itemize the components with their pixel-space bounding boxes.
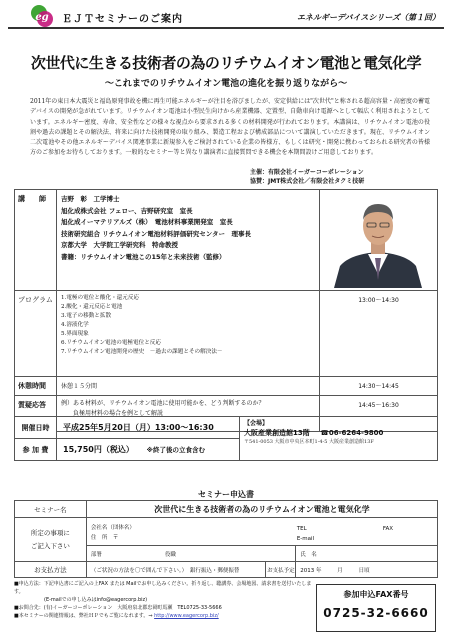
break-row [15, 377, 438, 396]
lecturer-line: 書籍：リチウムイオン電池この15年と未来技術（監修） [61, 252, 226, 261]
date-label: 開催日時 [15, 417, 57, 439]
lecturer-line: 技術研究組合 リチウムイオン電池材料評価研究センター 理事長 [61, 229, 251, 238]
lecturer-name: 吉野 彰 工学博士 [61, 195, 120, 203]
qa-time: 14:45～16:30 [320, 396, 438, 432]
name-field[interactable] [296, 546, 438, 562]
program-table [14, 189, 438, 432]
program-item: 5.界面現象 [61, 331, 89, 337]
lecturer-row [15, 190, 438, 291]
fee-value: 15,750円（税込） [63, 445, 134, 454]
fee-note: ※終了後の立食含む [146, 446, 205, 454]
program-time: 13:00～14:30 [320, 291, 438, 377]
company-label: 会社名（団体名） [90, 524, 135, 531]
payment-label: お支払方法 [15, 562, 87, 578]
payment-date-label: お支払予定 [266, 562, 296, 578]
header-title: ＥＪＴセミナーのご案内 [62, 14, 183, 25]
payment-date-field[interactable] [296, 562, 438, 578]
fee-label: 参 加 費 [15, 439, 57, 461]
program-item: 3.電子の移動と拡散 [61, 313, 112, 319]
program-row [15, 291, 438, 377]
page-header [0, 0, 452, 30]
lecturer-info [57, 190, 320, 291]
fax-number: 0725-32-6660 [323, 606, 429, 620]
program-item: 2.酸化・還元反応と電池 [61, 304, 123, 310]
company-row [15, 518, 438, 546]
date-value: 平成25年5月20日（月）13:00～16:30 [57, 417, 240, 439]
intro-paragraph: 2011年の東日本大震災と福島原発事故を機に再生可能エネルギーが注目を浴びましたが、安定供給には"次世代"と称される超高容量・高密度の蓄電デバイスの開発が急がれています。リチウムイオン電池は小型民生向けから産業機器、定置型、自動車向け電源へとして幅広く利用されようとしています。エネルギー密度、寿命、安全性などの様々な視点から要求される多くの材料開発が行われております。本講演は、リチウムイオン電池の役割や過去の課題とその解決法、将来に向けた技術開発の取り組み、製造工程および構成部品について講演していただきます。現在、リチウムイオン二次電池やその他エネルギーデバイス関連事業に新規参入をご検討されている企業の皆様方、もしくは研究・開発に携わっておられる研究者の皆様方のご参加をお待ちしております。一般的なセミナー等と異なり講演者に直接質問できる機会を本期間設けご用意しております。 [30, 98, 430, 157]
venue-label: 【会場】 [244, 420, 269, 427]
program-item: 6.リチウムイオン電池の電極電位と反応 [61, 340, 161, 346]
payment-month: 月 [337, 567, 343, 574]
header-divider [8, 27, 444, 29]
break-label: 休憩時間 [15, 377, 57, 396]
required-label-line: ご記入下さい [30, 541, 70, 550]
venue-name [244, 429, 433, 439]
website-link[interactable]: http://www.eagercorp.biz/ [154, 613, 219, 619]
company-address-field[interactable] [86, 518, 437, 546]
lecturer-label: 講 師 [15, 190, 57, 291]
seminar-name-value: 次世代に生きる技術者の為のリチウムイオン電池と電気化学 [86, 501, 437, 518]
organizer-block [250, 168, 450, 186]
qa-label: 質疑応答 [15, 396, 57, 432]
host-text: 主催：有限会社イーガーコーポレーション [250, 169, 364, 176]
series-label: エネルギーデバイスシリーズ（第１回） [296, 13, 440, 22]
email-label: E-mail [296, 536, 315, 542]
lecturer-line: 旭化成イーマテリアルズ（株） 電池材料事業開発室 室長 [61, 218, 233, 227]
required-label-line: 所定の事項に [30, 528, 70, 537]
logo-letters: eg [35, 12, 49, 23]
fee-cell [57, 439, 240, 461]
fax-contact-label: 参加申込FAX番号 [343, 590, 409, 599]
application-title: セミナー申込書 [198, 490, 254, 499]
tel-label: TEL [296, 526, 307, 532]
program-item: 7.リチウムイオン電池開発の歴史 －過去の課題とその解決法－ [61, 349, 223, 355]
venue-info [240, 417, 438, 461]
break-time: 14:30～14:45 [320, 377, 438, 396]
break-text: 休憩１５分間 [57, 377, 320, 396]
company-logo-icon [30, 4, 54, 28]
qa-example-detail: 負極用材料の場合を例として解説 [73, 410, 164, 417]
lecturer-line: 京都大学 大学院工学研究科 特命教授 [61, 241, 178, 250]
seminar-subtitle: ～これまでのリチウムイオン電池の進化を振り返りながら～ [104, 79, 348, 89]
lecturer-photo [320, 190, 438, 291]
name-label: 氏 名 [300, 551, 317, 558]
seminar-name-label: セミナー名 [15, 501, 87, 518]
application-form [14, 500, 438, 578]
program-items [57, 291, 320, 377]
fax-contact-box [316, 584, 436, 632]
position-label: 役職 [164, 551, 176, 558]
notes-block [14, 580, 314, 620]
note-email: (E-mailでの申し込みはinfo@eagercorp.biz) [44, 597, 148, 603]
note-contact: ■お問合先：(有)イーガーコーポレーション 大阪府泉北郡忠岡町馬瀬 TEL0725-33-5666 [14, 605, 222, 611]
note-website [14, 612, 314, 620]
program-item: 4.溶液化学 [61, 322, 89, 328]
payment-day: 日頃 [358, 567, 370, 574]
venue-tel: ☎06-6264-9800 [320, 428, 384, 437]
program-item: 1.電極の電位と酸化・還元反応 [61, 295, 140, 301]
department-label: 部署 [90, 551, 102, 558]
department-field[interactable] [86, 546, 295, 562]
date-row [15, 417, 438, 439]
seminar-name-row [15, 501, 438, 518]
program-label: プログラム [15, 291, 57, 377]
payment-method-field[interactable]: （ご状況の方法を〇で囲んで下さい。） 銀行振込・郵便振替 [86, 562, 266, 578]
lecturer-line: 旭化成株式会社 フェロー、吉野研究室 室長 [61, 206, 193, 215]
cosponsor-text: 協賛：JMT株式会社／有限会社タクミ技研 [250, 178, 365, 185]
note-website-text: ■本セミナーの関連情報は、弊社ＨＰでもご覧になれます。⇒ [14, 613, 153, 619]
payment-row [15, 562, 438, 578]
payment-year: 2013 年 [300, 567, 322, 574]
address-label: 住 所 〒 [90, 534, 119, 541]
required-label [15, 518, 87, 562]
seminar-title: 次世代に生きる技術者の為のリチウムイオン電池と電気化学 [30, 54, 422, 72]
event-info-table [14, 416, 438, 461]
qa-example: 例）ある材料が、リチウムイオン電池に使用可能かを、どう判断するのか？ [61, 400, 265, 407]
fax-label: FAX [382, 526, 394, 532]
venue-address: 〒541-0053 大阪市中央区本町1-4-5 大阪産業創造館13F [244, 439, 374, 445]
venue-name-text: 大阪産業創造館13階 [244, 428, 310, 437]
lecturer-portrait-image [320, 190, 436, 288]
note-apply-method: ■申込方法：下記申込書にご記入の上FAX または Mailでお申し込みください。折り返し、聴講券、会場地図、請求書を送付いたします。 [14, 581, 312, 595]
